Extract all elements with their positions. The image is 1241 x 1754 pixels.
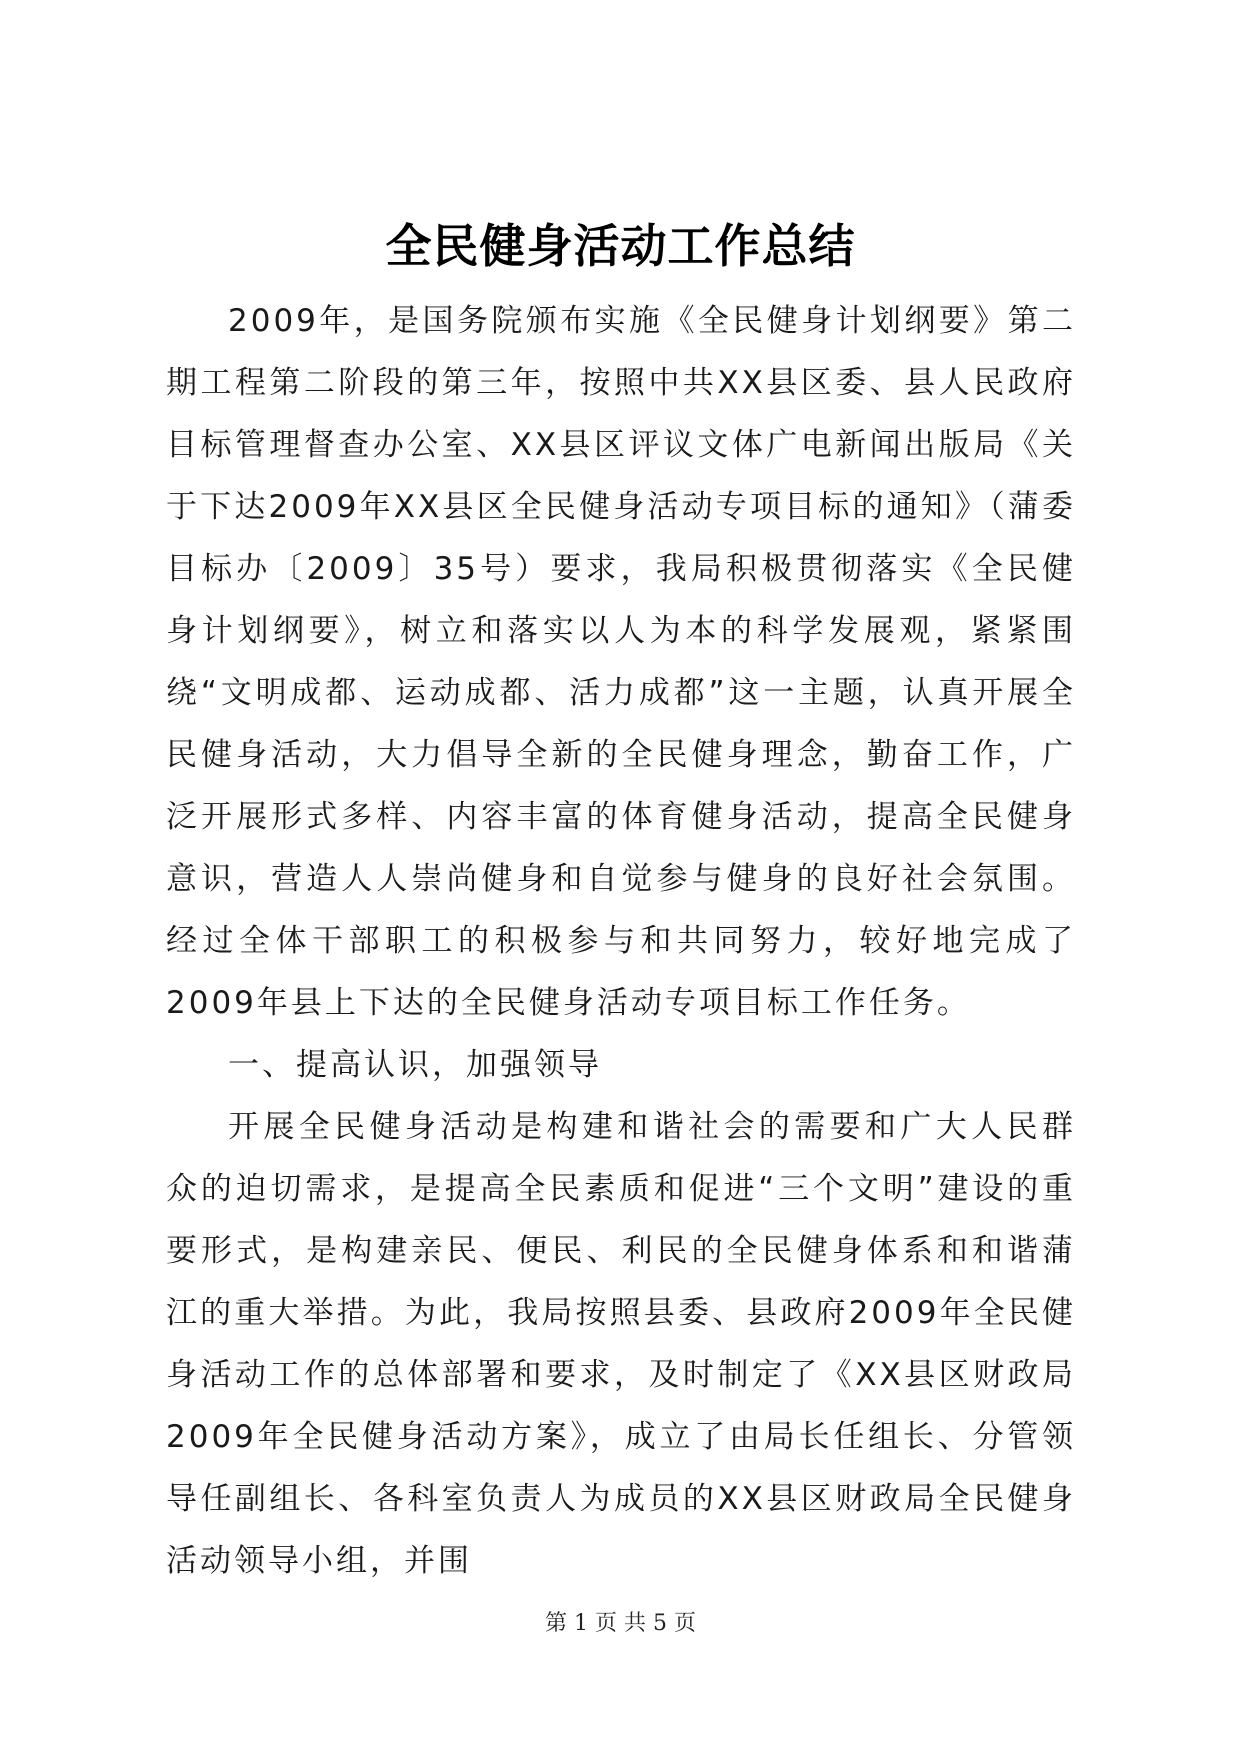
paragraph-section-1: 开展全民健身活动是构建和谐社会的需要和广大人民群众的迫切需求，是提高全民素质和促进“三个文明”建设的重要形式，是构建亲民、便民、利民的全民健身体系和和谐蒲江的重大举措。为此，我局按照县委、县政府2009年全民健身活动工作的总体部署和要求，及时制定了《XX县区财政局2009年全民健身活动方案》，成立了由局长任组长、分管领导任副组长、各科室负责人为成员的XX县区财政局全民健身活动领导小组，并围 <box>166 1109 1076 1579</box>
page-number-footer: 第 1 页 共 5 页 <box>545 1611 696 1636</box>
section-heading-1: 一、提高认识，加强领导 <box>228 1047 602 1083</box>
paragraph-intro: 2009年，是国务院颁布实施《全民健身计划纲要》第二期工程第二阶段的第三年，按照中共XX县区委、县人民政府目标管理督查办公室、XX县区评议文体广电新闻出版局《关于下达2009年XX县区全民健身活动专项目标的通知》（蒲委目标办〔2009〕35号）要求，我局积极贯彻落实《全民健身计划纲要》，树立和落实以人为本的科学发展观，紧紧围绕“文明成都、运动成都、活力成都”这一主题，认真开展全民健身活动，大力倡导全新的全民健身理念，勤奋工作，广泛开展形式多样、内容丰富的体育健身活动，提高全民健身意识，营造人人崇尚健身和自觉参与健身的良好社会氛围。经过全体干部职工的积极参与和共同努力，较好地完成了2009年县上下达的全民健身活动专项目标工作任务。 <box>166 303 1076 1021</box>
document-body <box>166 290 1076 1592</box>
document-title: 全民健身活动工作总结 <box>385 219 856 273</box>
